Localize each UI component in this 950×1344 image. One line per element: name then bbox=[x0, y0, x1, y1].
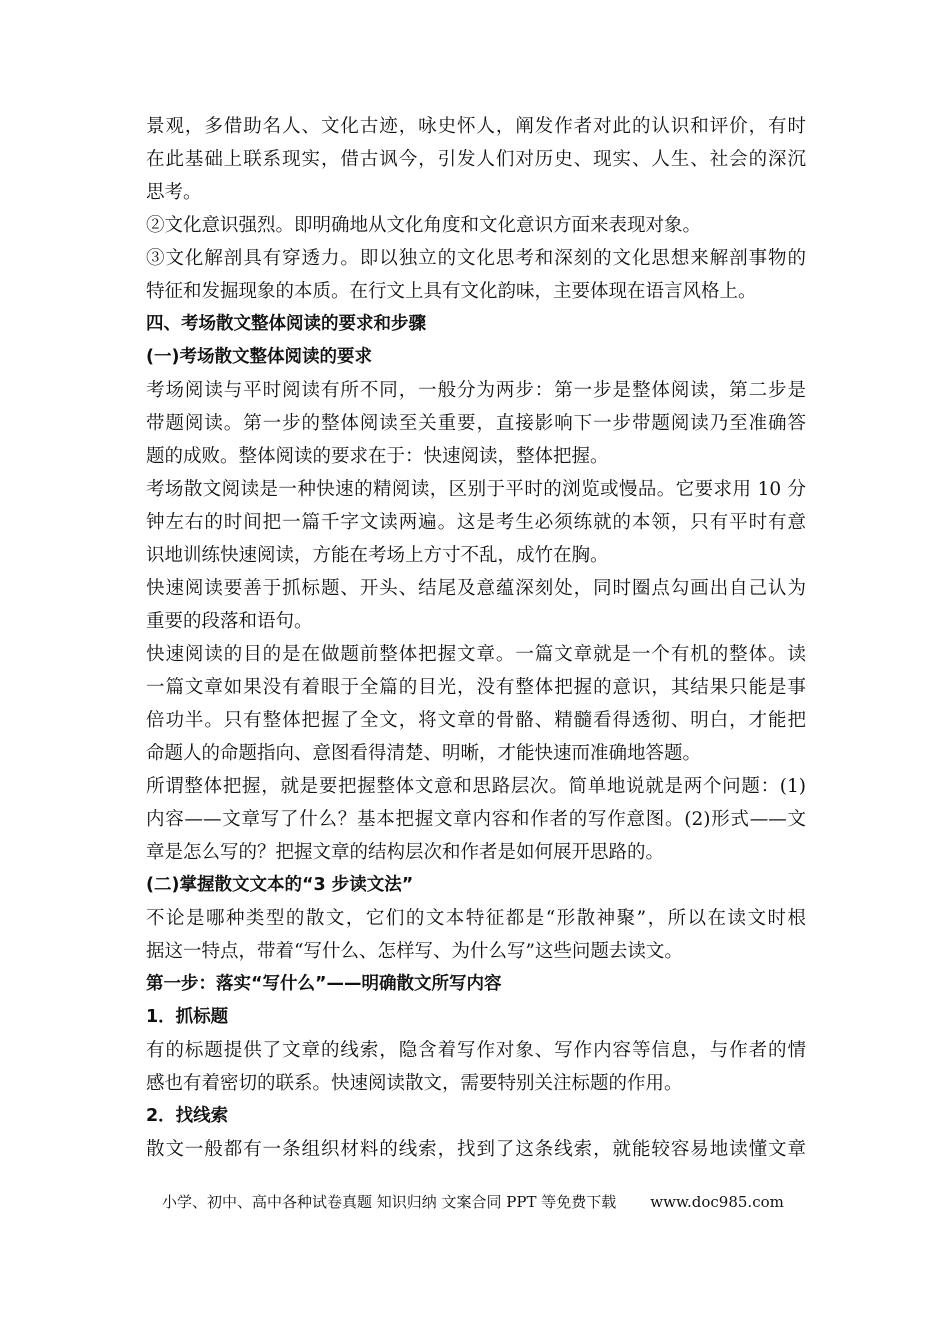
text-line: 钟左右的时间把一篇千字文读两遍。这是考生必须练就的本领，只有平时有意 bbox=[146, 512, 806, 533]
text-line: 章是怎么写的？把握文章的结构层次和作者是如何展开思路的。 bbox=[146, 842, 665, 863]
text-line: 感也有着密切的联系。快速阅读散文，需要特别关注标题的作用。 bbox=[146, 1073, 683, 1094]
text-line: 快速阅读要善于抓标题、开头、结尾及意蕴深刻处，同时圈点勾画出自己认为 bbox=[146, 578, 806, 599]
text-line: 快速阅读的目的是在做题前整体把握文章。一篇文章就是一个有机的整体。读 bbox=[146, 644, 806, 665]
section-heading: 四、考场散文整体阅读的要求和步骤 bbox=[146, 314, 426, 334]
text-line: 所谓整体把握，就是要把握整体文意和思路层次。简单地说就是两个问题：(1) bbox=[146, 776, 806, 797]
text-line: 思考。 bbox=[146, 182, 202, 203]
text-line: 一篇文章如果没有着眼于全篇的目光，没有整体把握的意识，其结果只能是事 bbox=[146, 677, 806, 698]
text-line: 特征和发掘现象的本质。在行文上具有文化韵味，主要体现在语言风格上。 bbox=[146, 281, 757, 302]
text-line: 带题阅读。第一步的整体阅读至关重要，直接影响下一步带题阅读乃至准确答 bbox=[146, 413, 806, 434]
text-line: 识地训练快速阅读，方能在考场上方寸不乱，成竹在胸。 bbox=[146, 545, 609, 566]
text-line: 命题人的命题指向、意图看得清楚、明晰，才能快速而准确地答题。 bbox=[146, 743, 702, 764]
text-line: 有的标题提供了文章的线索，隐含着写作对象、写作内容等信息，与作者的情 bbox=[146, 1040, 806, 1061]
text-line: 重要的段落和语句。 bbox=[146, 611, 313, 632]
footer-website: www.doc985.com bbox=[650, 1193, 784, 1211]
document-body bbox=[146, 110, 806, 1166]
footer-text: 小学、初中、高中各种试卷真题 知识归纳 文案合同 PPT 等免费下载 bbox=[162, 1193, 617, 1211]
text-line: 据这一特点，带着“写什么、怎样写、为什么写”这些问题去读文。 bbox=[146, 941, 683, 962]
text-line: 考场阅读与平时阅读有所不同，一般分为两步：第一步是整体阅读，第二步是 bbox=[146, 380, 806, 401]
section-heading: 1．抓标题 bbox=[146, 1007, 229, 1027]
text-line: ②文化意识强烈。即明确地从文化角度和文化意识方面来表现对象。 bbox=[146, 215, 702, 236]
text-line: 散文一般都有一条组织材料的线索，找到了这条线索，就能较容易地读懂文章 bbox=[146, 1139, 806, 1160]
text-line: 题的成败。整体阅读的要求在于：快速阅读，整体把握。 bbox=[146, 446, 609, 467]
text-line: 考场散文阅读是一种快速的精阅读，区别于平时的浏览或慢品。它要求用 10 分 bbox=[146, 479, 806, 500]
section-heading: 第一步：落实“写什么”——明确散文所写内容 bbox=[146, 974, 502, 994]
text-line: 倍功半。只有整体把握了全文，将文章的骨骼、精髓看得透彻、明白，才能把 bbox=[146, 710, 806, 731]
section-heading: 2．找线索 bbox=[146, 1106, 229, 1126]
text-line: ③文化解剖具有穿透力。即以独立的文化思考和深刻的文化思想来解剖事物的 bbox=[146, 248, 806, 269]
page-footer bbox=[162, 1190, 802, 1214]
text-line: 不论是哪种类型的散文，它们的文本特征都是“形散神聚”，所以在读文时根 bbox=[146, 908, 806, 929]
text-line: 景观，多借助名人、文化古迹，咏史怀人，阐发作者对此的认识和评价，有时 bbox=[146, 116, 806, 137]
section-heading: (一)考场散文整体阅读的要求 bbox=[146, 347, 372, 367]
section-heading: (二)掌握散文文本的“3 步读文法” bbox=[146, 875, 414, 895]
text-line: 在此基础上联系现实，借古讽今，引发人们对历史、现实、人生、社会的深沉 bbox=[146, 149, 806, 170]
text-line: 内容——文章写了什么？基本把握文章内容和作者的写作意图。(2)形式——文 bbox=[146, 809, 806, 830]
